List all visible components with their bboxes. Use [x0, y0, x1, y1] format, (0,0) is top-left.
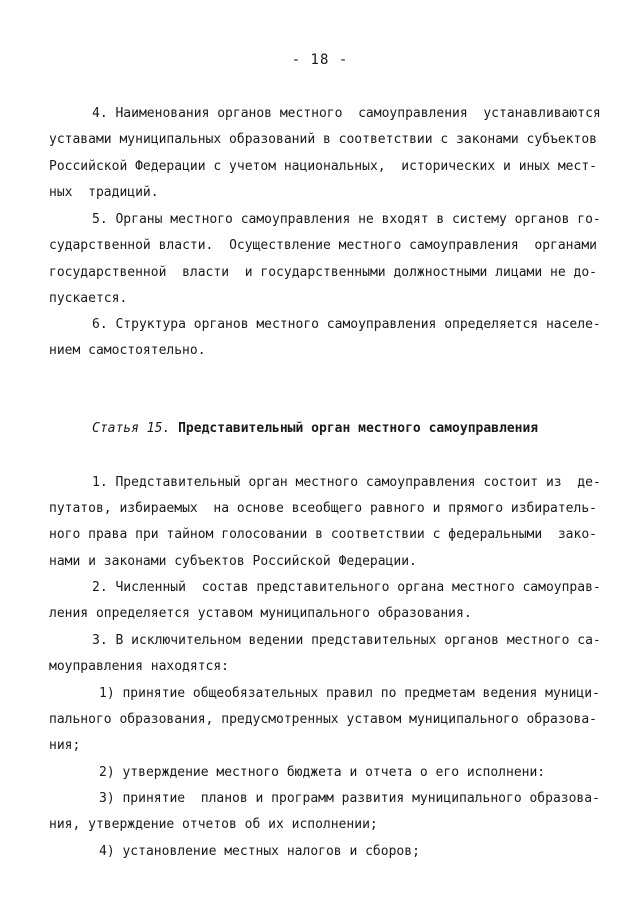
text-line: ния; — [49, 738, 81, 753]
article-title: Представительный орган местного самоуправления — [178, 421, 539, 436]
text-line: 4. Наименования органов местного самоуправления устанавливаются — [92, 106, 601, 121]
article-heading — [92, 421, 538, 436]
text-line: пального образования, предусмотренных уставом муниципального образова- — [49, 712, 597, 727]
page-number: - 18 - — [291, 52, 349, 68]
text-line: 1) принятие общеобязательных правил по предметам ведения муници- — [99, 686, 600, 701]
text-line: Российской Федерации с учетом национальных, исторических и иных мест- — [49, 159, 597, 174]
text-line: ных традиций. — [49, 185, 159, 200]
text-line: 1. Представительный орган местного самоуправления состоит из де- — [92, 475, 601, 490]
text-line: пускается. — [49, 291, 128, 306]
text-line: нами и законами субъектов Российской Федерации. — [49, 554, 417, 569]
text-line: ния, утверждение отчетов об их исполнении; — [49, 817, 378, 832]
text-line: моуправления находятся: — [49, 659, 230, 674]
article-label: Статья 15. — [92, 421, 171, 436]
text-line: путатов, избираемых на основе всеобщего равного и прямого избиратель- — [49, 501, 597, 516]
text-line: ления определяется уставом муниципального образования. — [49, 606, 472, 621]
text-line: государственной власти и государственными должностными лицами не до- — [49, 265, 597, 280]
text-line: ного права при тайном голосовании в соответствии с федеральными зако- — [49, 527, 597, 542]
text-line: 4) установление местных налогов и сборов; — [99, 844, 420, 859]
text-line: 6. Структура органов местного самоуправления определяется населе- — [92, 317, 601, 332]
text-line: 2) утверждение местного бюджета и отчета о его исполнени: — [99, 765, 546, 780]
text-line: 3. В исключительном ведении представительных органов местного са- — [92, 633, 601, 648]
text-line: 5. Органы местного самоуправления не входят в систему органов го- — [92, 212, 601, 227]
text-line: 3) принятие планов и программ развития муниципального образова- — [99, 791, 600, 806]
text-line: сударственной власти. Осуществление местного самоуправления органами — [49, 238, 597, 253]
text-line: 2. Численный состав представительного органа местного самоуправ- — [92, 580, 601, 595]
text-line: уставами муниципальных образований в соответствии с законами субъектов — [49, 132, 597, 147]
text-line: нием самостоятельно. — [49, 343, 206, 358]
